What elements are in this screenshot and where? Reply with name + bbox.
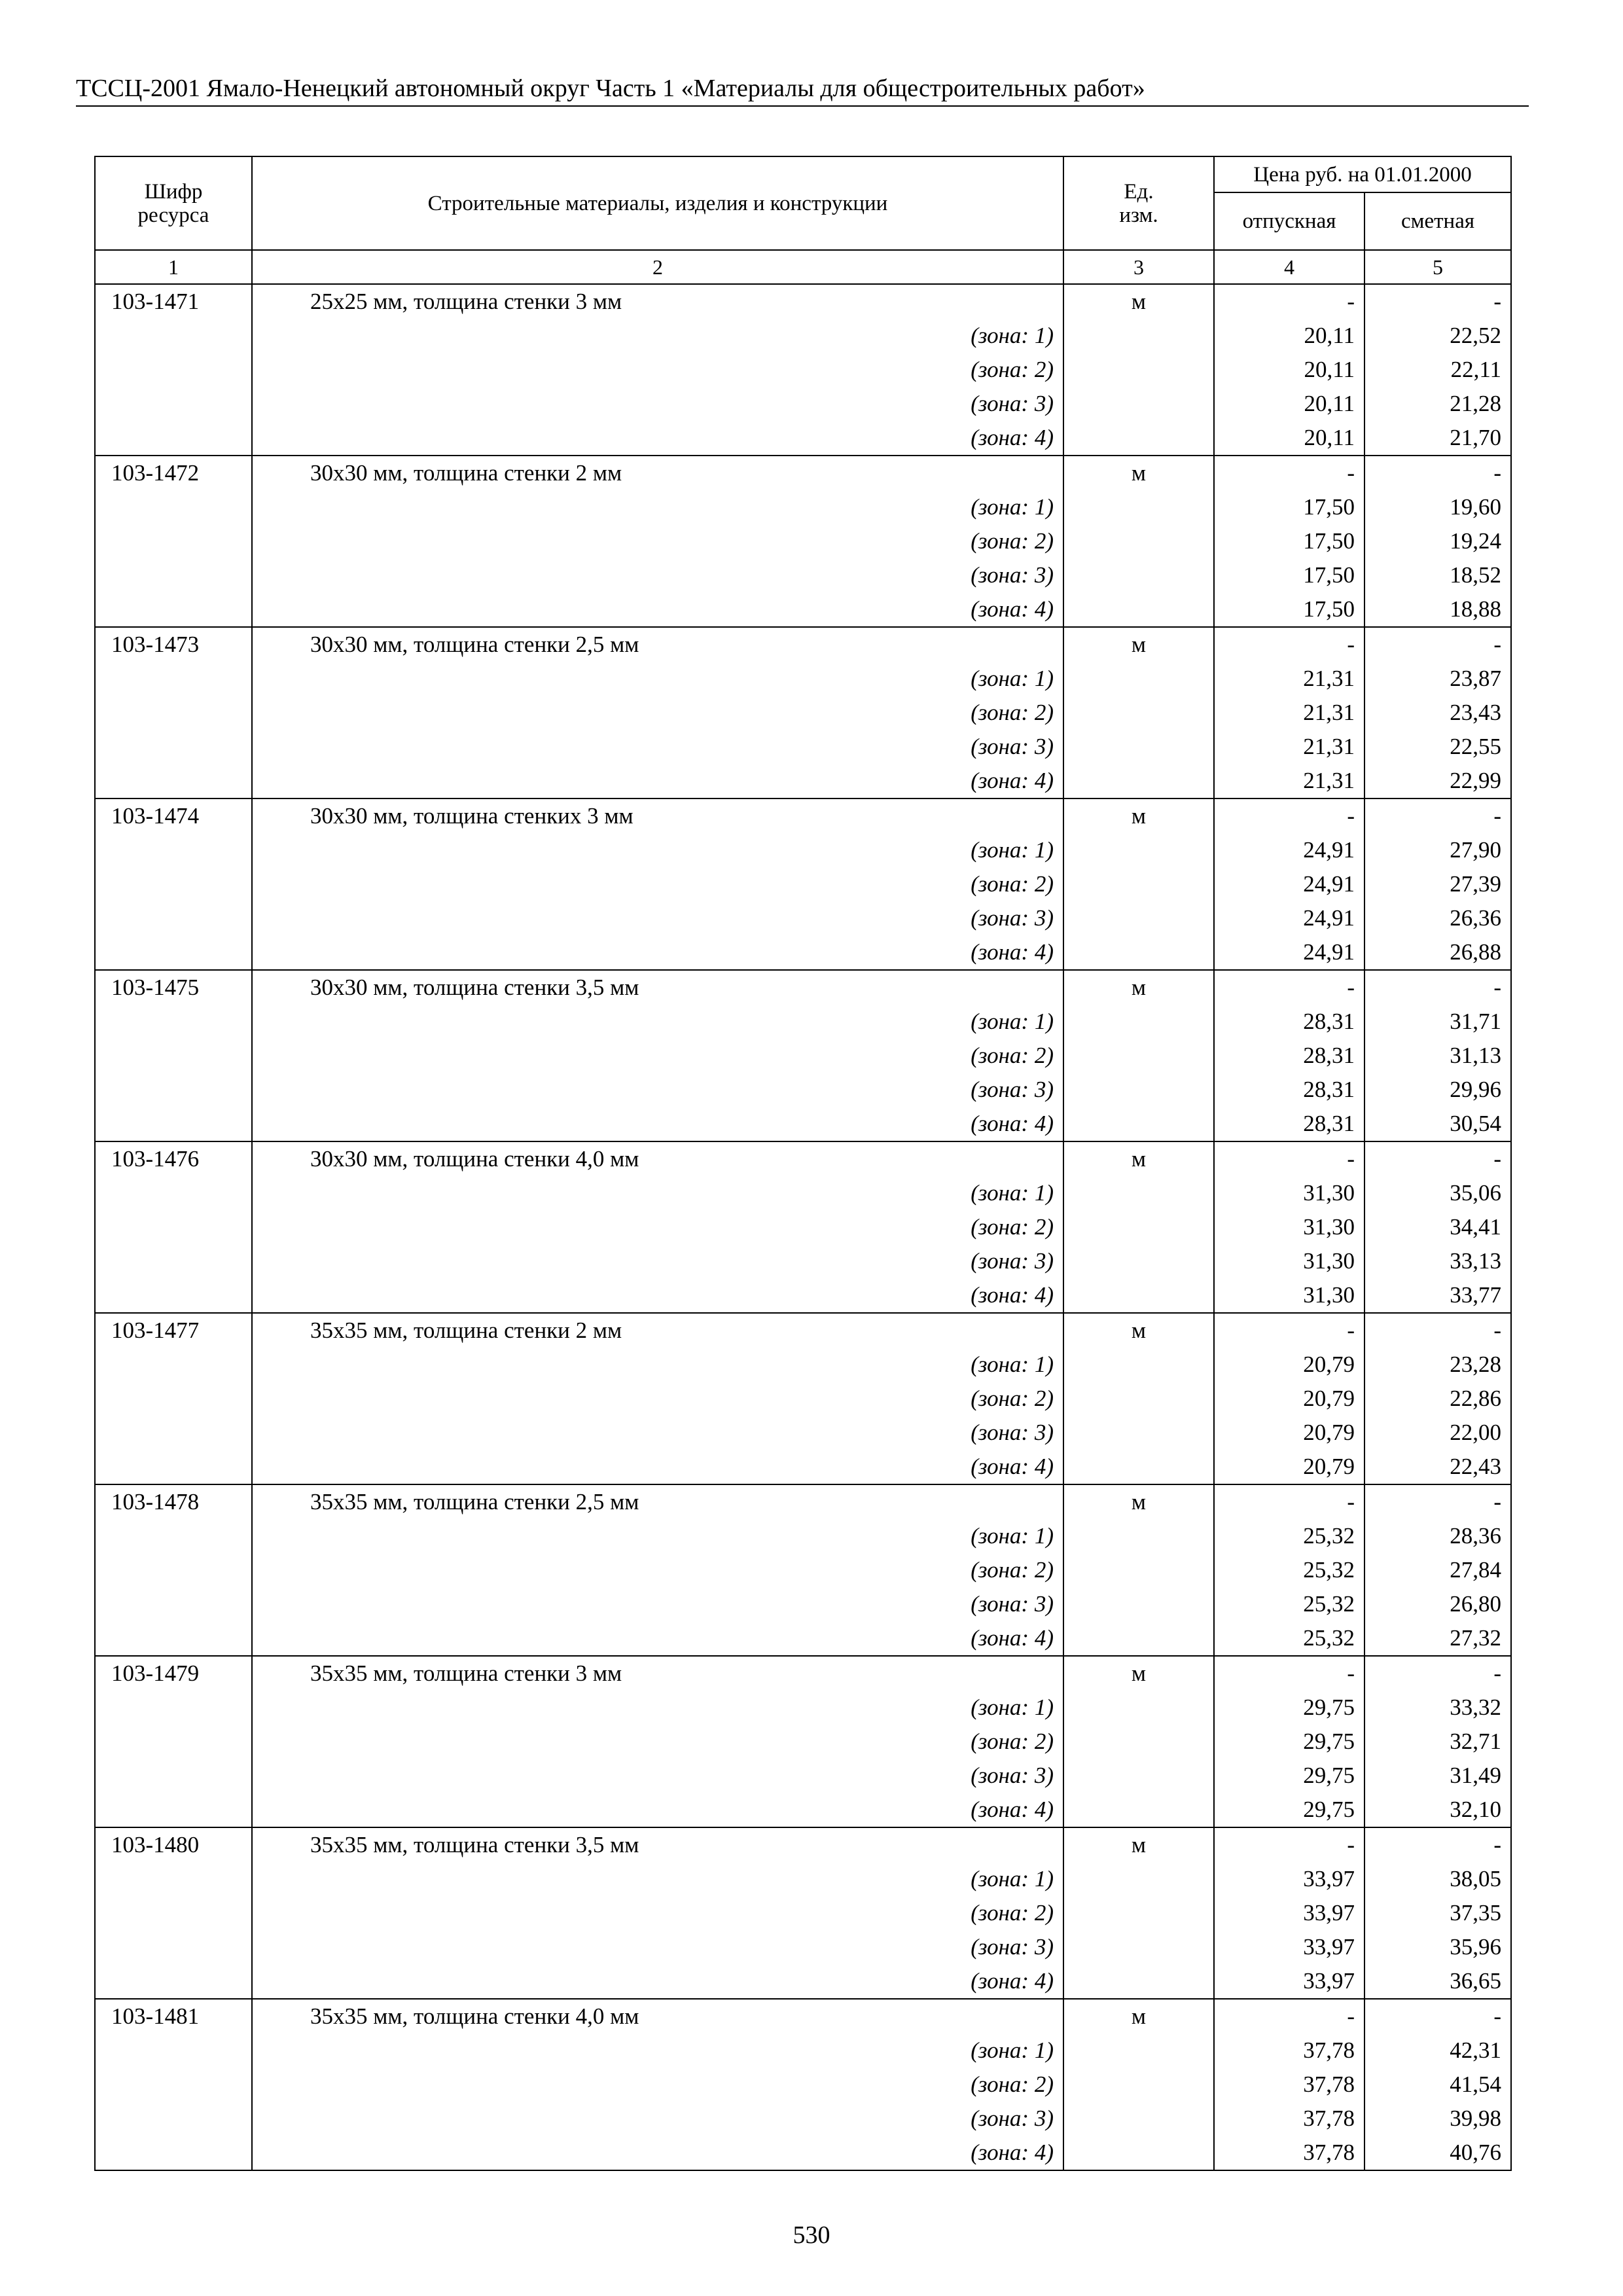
release-price: 20,79	[1303, 1454, 1355, 1479]
table-row	[95, 970, 1511, 1141]
resource-code: 103-1478	[111, 1489, 200, 1515]
resource-code-cell	[95, 456, 252, 627]
resource-code: 103-1471	[111, 289, 200, 314]
release-price: -	[1347, 1489, 1355, 1515]
zone-label: (зона: 3)	[971, 1591, 1054, 1617]
release-price-cell	[1214, 1484, 1364, 1656]
unit-value: м	[1131, 2003, 1147, 2029]
release-price: 33,97	[1303, 1934, 1355, 1960]
estimate-price: -	[1493, 803, 1502, 829]
release-price-cell	[1214, 1999, 1364, 2170]
unit-value: м	[1131, 803, 1147, 829]
col-header-release: отпускная	[1214, 192, 1364, 250]
release-price-cell	[1214, 1827, 1364, 1999]
running-header: ТССЦ-2001 Ямало-Ненецкий автономный округ Часть 1 «Материалы для общестроительных работ»	[76, 75, 1145, 102]
unit-cell	[1063, 1484, 1214, 1656]
zone-label: (зона: 4)	[971, 768, 1054, 793]
zone-label: (зона: 3)	[971, 1077, 1054, 1102]
resource-code-cell	[95, 284, 252, 456]
estimate-price: 38,05	[1450, 1866, 1502, 1892]
release-price: 17,50	[1303, 528, 1355, 554]
estimate-price: -	[1493, 1489, 1502, 1515]
resource-code-cell	[95, 627, 252, 798]
resource-code-cell	[95, 1484, 252, 1656]
estimate-price: 27,39	[1450, 871, 1502, 897]
estimate-price: -	[1493, 1146, 1502, 1172]
release-price: 25,32	[1303, 1625, 1355, 1651]
release-price-cell	[1214, 1141, 1364, 1313]
estimate-price: 22,43	[1450, 1454, 1502, 1479]
release-price: 24,91	[1303, 837, 1355, 863]
table-body	[95, 284, 1511, 2170]
estimate-price: 36,65	[1450, 1968, 1502, 1994]
col-header-estimate: сметная	[1364, 192, 1511, 250]
material-name: 30х30 мм, толщина стенки 2,5 мм	[310, 632, 639, 657]
description-cell	[252, 456, 1063, 627]
release-price: 21,31	[1303, 666, 1355, 691]
estimate-price: 23,28	[1450, 1352, 1502, 1377]
release-price: 21,31	[1303, 700, 1355, 725]
unit-cell	[1063, 1141, 1214, 1313]
zone-label: (зона: 2)	[971, 1214, 1054, 1240]
estimate-price: 21,28	[1450, 391, 1502, 416]
zone-label: (зона: 3)	[971, 562, 1054, 588]
zone-label: (зона: 4)	[971, 2140, 1054, 2165]
release-price: 20,79	[1303, 1420, 1355, 1445]
release-price: 20,11	[1304, 357, 1355, 382]
zone-label: (зона: 3)	[971, 2106, 1054, 2131]
estimate-price-cell	[1364, 1313, 1511, 1484]
estimate-price: 22,11	[1450, 357, 1502, 382]
unit-cell	[1063, 456, 1214, 627]
estimate-price-cell	[1364, 284, 1511, 456]
release-price: 31,30	[1303, 1214, 1355, 1240]
resource-code: 103-1477	[111, 1318, 200, 1343]
zone-label: (зона: 3)	[971, 391, 1054, 416]
estimate-price: 39,98	[1450, 2106, 1502, 2131]
estimate-price-cell	[1364, 1141, 1511, 1313]
table-row	[95, 798, 1511, 970]
release-price: 29,75	[1303, 1797, 1355, 1822]
release-price: -	[1347, 1318, 1355, 1343]
zone-label: (зона: 4)	[971, 1282, 1054, 1308]
release-price: 37,78	[1303, 2106, 1355, 2131]
col-header-description: Строительные материалы, изделия и конструкции	[252, 156, 1063, 250]
estimate-price-cell	[1364, 627, 1511, 798]
column-number: 5	[1364, 250, 1511, 284]
release-price: 17,50	[1303, 596, 1355, 622]
release-price: 24,91	[1303, 905, 1355, 931]
release-price: 20,79	[1303, 1352, 1355, 1377]
column-number: 1	[95, 250, 252, 284]
estimate-price: 23,87	[1450, 666, 1502, 691]
zone-label: (зона: 1)	[971, 1695, 1054, 1720]
unit-value: м	[1131, 1146, 1147, 1172]
zone-label: (зона: 1)	[971, 1180, 1054, 1206]
estimate-price: 40,76	[1450, 2140, 1502, 2165]
zone-label: (зона: 1)	[971, 837, 1054, 863]
zone-label: (зона: 3)	[971, 1420, 1054, 1445]
estimate-price: 35,06	[1450, 1180, 1502, 1206]
release-price: 20,11	[1304, 425, 1355, 450]
zone-label: (зона: 4)	[971, 939, 1054, 965]
estimate-price: 22,99	[1450, 768, 1502, 793]
estimate-price: -	[1493, 632, 1502, 657]
release-price: -	[1347, 289, 1355, 314]
resource-code-cell	[95, 798, 252, 970]
unit-value: м	[1131, 289, 1147, 314]
zone-label: (зона: 2)	[971, 357, 1054, 382]
material-name: 35х35 мм, толщина стенки 4,0 мм	[310, 2003, 639, 2029]
estimate-price-cell	[1364, 798, 1511, 970]
unit-cell	[1063, 970, 1214, 1141]
estimate-price-cell	[1364, 970, 1511, 1141]
release-price-cell	[1214, 1313, 1364, 1484]
unit-cell	[1063, 798, 1214, 970]
estimate-price: 18,88	[1450, 596, 1502, 622]
col-header-price-group: Цена руб. на 01.01.2000	[1214, 156, 1511, 192]
description-cell	[252, 284, 1063, 456]
zone-label: (зона: 1)	[971, 494, 1054, 520]
description-cell	[252, 627, 1063, 798]
release-price: 28,31	[1303, 1043, 1355, 1068]
material-name: 35х35 мм, толщина стенки 3 мм	[310, 1660, 622, 1686]
estimate-price: 27,90	[1450, 837, 1502, 863]
estimate-price: -	[1493, 1318, 1502, 1343]
release-price: 31,30	[1303, 1282, 1355, 1308]
estimate-price: 37,35	[1450, 1900, 1502, 1926]
estimate-price-cell	[1364, 1827, 1511, 1999]
release-price: 21,31	[1303, 734, 1355, 759]
release-price-cell	[1214, 1656, 1364, 1827]
zone-label: (зона: 2)	[971, 528, 1054, 554]
estimate-price: 18,52	[1450, 562, 1502, 588]
release-price-cell	[1214, 284, 1364, 456]
zone-label: (зона: 2)	[971, 871, 1054, 897]
zone-label: (зона: 4)	[971, 1797, 1054, 1822]
col-header-unit-label: Ед. изм.	[1119, 179, 1158, 227]
release-price: 37,78	[1303, 2037, 1355, 2063]
estimate-price: 26,88	[1450, 939, 1502, 965]
unit-cell	[1063, 627, 1214, 798]
resource-code: 103-1472	[111, 460, 200, 486]
release-price: 21,31	[1303, 768, 1355, 793]
release-price: 37,78	[1303, 2140, 1355, 2165]
estimate-price: -	[1493, 2003, 1502, 2029]
estimate-price: 32,71	[1450, 1729, 1502, 1754]
description-cell	[252, 1484, 1063, 1656]
release-price: 24,91	[1303, 939, 1355, 965]
release-price: 25,32	[1303, 1591, 1355, 1617]
resource-code-cell	[95, 1656, 252, 1827]
estimate-price: 19,24	[1450, 528, 1502, 554]
price-table	[94, 156, 1512, 2171]
description-cell	[252, 1313, 1063, 1484]
material-name: 30х30 мм, толщина стенки 2 мм	[310, 460, 622, 486]
estimate-price: 22,55	[1450, 734, 1502, 759]
estimate-price: 27,32	[1450, 1625, 1502, 1651]
estimate-price: 31,49	[1450, 1763, 1502, 1788]
table-row	[95, 1313, 1511, 1484]
estimate-price: 28,36	[1450, 1523, 1502, 1549]
zone-label: (зона: 3)	[971, 1248, 1054, 1274]
unit-value: м	[1131, 1832, 1147, 1857]
estimate-price-cell	[1364, 1484, 1511, 1656]
resource-code: 103-1474	[111, 803, 200, 829]
release-price: 20,79	[1303, 1386, 1355, 1411]
description-cell	[252, 798, 1063, 970]
description-cell	[252, 1656, 1063, 1827]
zone-label: (зона: 2)	[971, 2072, 1054, 2097]
release-price: 29,75	[1303, 1695, 1355, 1720]
unit-value: м	[1131, 460, 1147, 486]
material-name: 30х30 мм, толщина стенки 3,5 мм	[310, 975, 639, 1000]
description-cell	[252, 1827, 1063, 1999]
estimate-price: 30,54	[1450, 1111, 1502, 1136]
zone-label: (зона: 1)	[971, 1523, 1054, 1549]
estimate-price: 29,96	[1450, 1077, 1502, 1102]
zone-label: (зона: 3)	[971, 905, 1054, 931]
estimate-price: -	[1493, 1832, 1502, 1857]
description-cell	[252, 970, 1063, 1141]
estimate-price: 19,60	[1450, 494, 1502, 520]
release-price: 29,75	[1303, 1763, 1355, 1788]
release-price: 28,31	[1303, 1077, 1355, 1102]
description-cell	[252, 1999, 1063, 2170]
table-row	[95, 1999, 1511, 2170]
release-price: -	[1347, 460, 1355, 486]
resource-code: 103-1475	[111, 975, 200, 1000]
release-price: 17,50	[1303, 562, 1355, 588]
zone-label: (зона: 2)	[971, 1900, 1054, 1926]
zone-label: (зона: 3)	[971, 734, 1054, 759]
estimate-price: -	[1493, 975, 1502, 1000]
zone-label: (зона: 1)	[971, 666, 1054, 691]
unit-cell	[1063, 284, 1214, 456]
zone-label: (зона: 2)	[971, 1386, 1054, 1411]
unit-value: м	[1131, 1318, 1147, 1343]
estimate-price: 27,84	[1450, 1557, 1502, 1583]
zone-label: (зона: 3)	[971, 1763, 1054, 1788]
release-price: 25,32	[1303, 1523, 1355, 1549]
material-name: 35х35 мм, толщина стенки 2 мм	[310, 1318, 622, 1343]
material-name: 30х30 мм, толщина стенки 4,0 мм	[310, 1146, 639, 1172]
column-number: 3	[1063, 250, 1214, 284]
col-header-code-label: Шифр ресурса	[137, 179, 209, 227]
table-row	[95, 1827, 1511, 1999]
estimate-price: -	[1493, 460, 1502, 486]
resource-code-cell	[95, 1827, 252, 1999]
release-price: -	[1347, 632, 1355, 657]
resource-code: 103-1479	[111, 1660, 200, 1686]
resource-code-cell	[95, 1999, 252, 2170]
table-row	[95, 456, 1511, 627]
resource-code: 103-1473	[111, 632, 200, 657]
estimate-price-cell	[1364, 456, 1511, 627]
estimate-price: 34,41	[1450, 1214, 1502, 1240]
estimate-price: 22,52	[1450, 323, 1502, 348]
release-price: 31,30	[1303, 1180, 1355, 1206]
release-price: 33,97	[1303, 1900, 1355, 1926]
zone-label: (зона: 3)	[971, 1934, 1054, 1960]
estimate-price: -	[1493, 1660, 1502, 1686]
release-price: -	[1347, 1660, 1355, 1686]
estimate-price: 33,13	[1450, 1248, 1502, 1274]
material-name: 25х25 мм, толщина стенки 3 мм	[310, 289, 622, 314]
release-price: 31,30	[1303, 1248, 1355, 1274]
header-rule	[76, 105, 1529, 107]
column-number-row	[95, 250, 1511, 284]
estimate-price: 41,54	[1450, 2072, 1502, 2097]
release-price: 28,31	[1303, 1009, 1355, 1034]
estimate-price: 42,31	[1450, 2037, 1502, 2063]
resource-code-cell	[95, 1141, 252, 1313]
release-price: -	[1347, 2003, 1355, 2029]
col-header-unit	[1063, 156, 1214, 250]
material-name: 35х35 мм, толщина стенки 2,5 мм	[310, 1489, 639, 1515]
zone-label: (зона: 4)	[971, 1111, 1054, 1136]
zone-label: (зона: 2)	[971, 1557, 1054, 1583]
resource-code-cell	[95, 1313, 252, 1484]
release-price: 17,50	[1303, 494, 1355, 520]
release-price-cell	[1214, 456, 1364, 627]
estimate-price: 31,13	[1450, 1043, 1502, 1068]
page-number: 530	[793, 2221, 830, 2249]
zone-label: (зона: 1)	[971, 1352, 1054, 1377]
release-price: 28,31	[1303, 1111, 1355, 1136]
release-price: 25,32	[1303, 1557, 1355, 1583]
resource-code: 103-1481	[111, 2003, 200, 2029]
release-price: 37,78	[1303, 2072, 1355, 2097]
table-row	[95, 1656, 1511, 1827]
description-cell	[252, 1141, 1063, 1313]
estimate-price: 35,96	[1450, 1934, 1502, 1960]
release-price: 20,11	[1304, 323, 1355, 348]
unit-value: м	[1131, 1489, 1147, 1515]
release-price: 29,75	[1303, 1729, 1355, 1754]
zone-label: (зона: 2)	[971, 700, 1054, 725]
column-number: 4	[1214, 250, 1364, 284]
zone-label: (зона: 1)	[971, 323, 1054, 348]
estimate-price: 22,86	[1450, 1386, 1502, 1411]
release-price-cell	[1214, 627, 1364, 798]
resource-code-cell	[95, 970, 252, 1141]
estimate-price: 26,36	[1450, 905, 1502, 931]
zone-label: (зона: 1)	[971, 1866, 1054, 1892]
table-row	[95, 1141, 1511, 1313]
zone-label: (зона: 4)	[971, 1625, 1054, 1651]
table-row	[95, 1484, 1511, 1656]
unit-cell	[1063, 1656, 1214, 1827]
col-header-code	[95, 156, 252, 250]
estimate-price: 31,71	[1450, 1009, 1502, 1034]
zone-label: (зона: 4)	[971, 596, 1054, 622]
estimate-price: 21,70	[1450, 425, 1502, 450]
zone-label: (зона: 4)	[971, 1454, 1054, 1479]
material-name: 30х30 мм, толщина стенких 3 мм	[310, 803, 633, 829]
estimate-price: 22,00	[1450, 1420, 1502, 1445]
table-row	[95, 284, 1511, 456]
release-price: 24,91	[1303, 871, 1355, 897]
release-price-cell	[1214, 970, 1364, 1141]
zone-label: (зона: 2)	[971, 1043, 1054, 1068]
unit-cell	[1063, 1999, 1214, 2170]
estimate-price: 32,10	[1450, 1797, 1502, 1822]
release-price: -	[1347, 1832, 1355, 1857]
zone-label: (зона: 1)	[971, 2037, 1054, 2063]
unit-cell	[1063, 1313, 1214, 1484]
unit-value: м	[1131, 1660, 1147, 1686]
release-price: -	[1347, 803, 1355, 829]
estimate-price: 33,32	[1450, 1695, 1502, 1720]
zone-label: (зона: 2)	[971, 1729, 1054, 1754]
table-row	[95, 627, 1511, 798]
release-price: 33,97	[1303, 1866, 1355, 1892]
zone-label: (зона: 4)	[971, 425, 1054, 450]
release-price: -	[1347, 1146, 1355, 1172]
release-price: 33,97	[1303, 1968, 1355, 1994]
estimate-price: 26,80	[1450, 1591, 1502, 1617]
resource-code: 103-1480	[111, 1832, 200, 1857]
unit-cell	[1063, 1827, 1214, 1999]
unit-value: м	[1131, 632, 1147, 657]
estimate-price: 23,43	[1450, 700, 1502, 725]
estimate-price-cell	[1364, 1999, 1511, 2170]
estimate-price: -	[1493, 289, 1502, 314]
zone-label: (зона: 4)	[971, 1968, 1054, 1994]
release-price-cell	[1214, 798, 1364, 970]
release-price: -	[1347, 975, 1355, 1000]
estimate-price: 33,77	[1450, 1282, 1502, 1308]
release-price: 20,11	[1304, 391, 1355, 416]
resource-code: 103-1476	[111, 1146, 200, 1172]
column-number: 2	[252, 250, 1063, 284]
unit-value: м	[1131, 975, 1147, 1000]
zone-label: (зона: 1)	[971, 1009, 1054, 1034]
material-name: 35х35 мм, толщина стенки 3,5 мм	[310, 1832, 639, 1857]
estimate-price-cell	[1364, 1656, 1511, 1827]
